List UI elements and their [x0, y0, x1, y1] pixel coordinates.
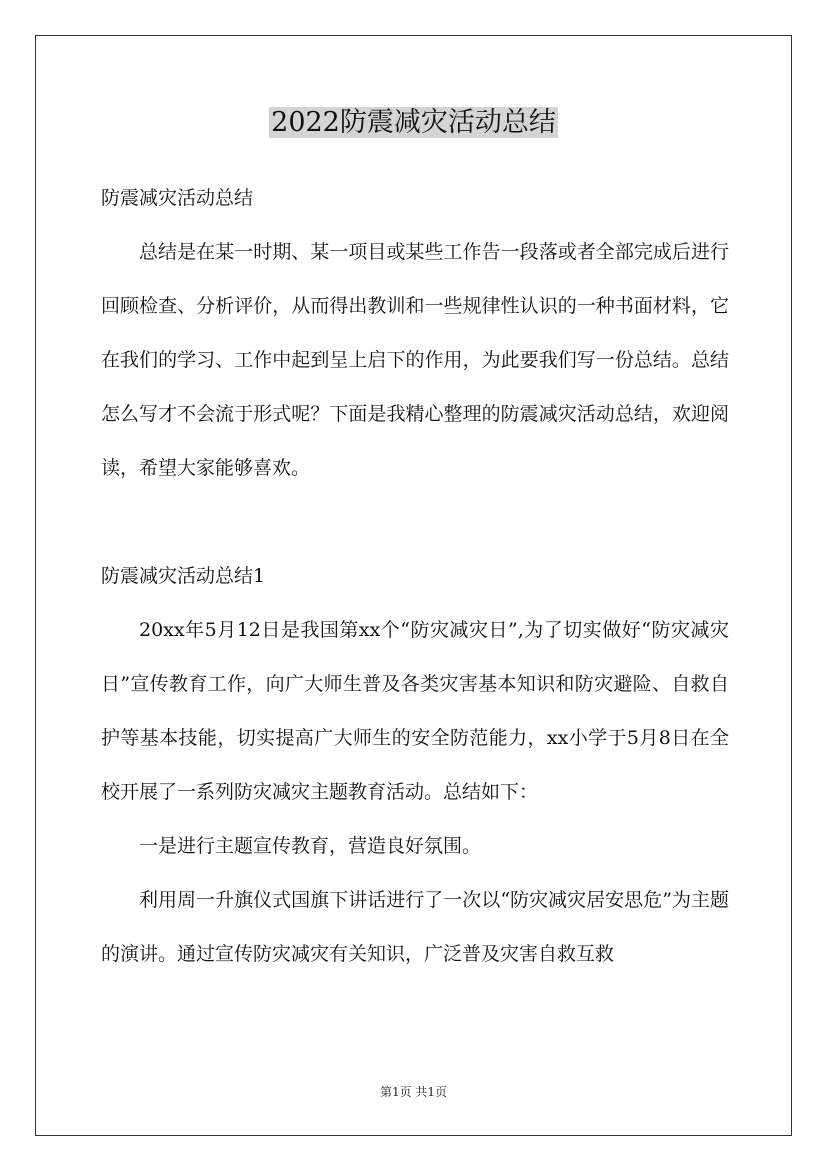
page-number: 第1页 共1页 — [379, 1085, 448, 1099]
section-paragraph-2: 利用周一升旗仪式国旗下讲话进行了一次以“防灾减灾居安思危”为主题的演讲。通过宣传防灾减灾有关知识，广泛普及灾害自救互救 — [101, 889, 729, 965]
section-paragraph: 20xx年5月12日是我国第xx个“防灾减灾日”,为了切实做好“防灾减灾日”宣传教育工作，向广大师生普及各类灾害基本知识和防灾避险、自救自护等基本技能，切实提高广大师生的安全防范能力，xx小学于5月8日在全校开展了一系列防灾减灾主题教育活动。总结如下： — [101, 619, 729, 803]
section-heading: 防震减灾活动总结1 — [101, 565, 266, 587]
document-body — [101, 171, 729, 981]
intro-paragraph: 总结是在某一时期、某一项目或某些工作告一段落或者全部完成后进行回顾检查、分析评价，从而得出教训和一些规律性认识的一种书面材料，它在我们的学习、工作中起到呈上启下的作用，为此要我们写一份总结。总结怎么写才不会流于形式呢？下面是我精心整理的防震减灾活动总结，欢迎阅读，希望大家能够喜欢。 — [101, 241, 729, 479]
document-subtitle: 防震减灾活动总结 — [101, 187, 254, 209]
document-title-text: 2022防震减灾活动总结 — [271, 107, 556, 138]
page-footer — [0, 1083, 827, 1100]
document-title — [0, 103, 827, 143]
paragraph-spacer — [101, 495, 729, 549]
section-point: 一是进行主题宣传教育，营造良好氛围。 — [139, 835, 482, 857]
